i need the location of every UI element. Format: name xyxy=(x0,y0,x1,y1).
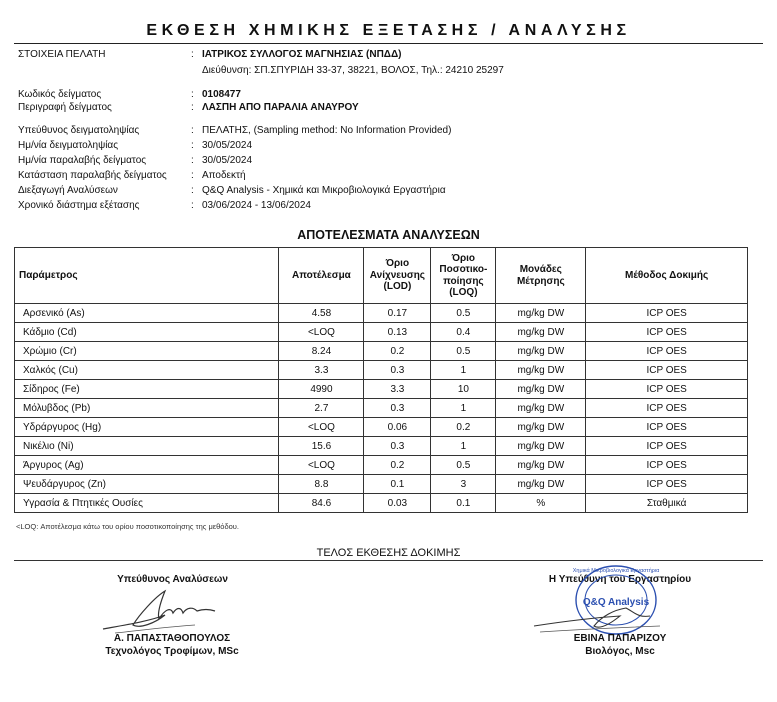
table-row xyxy=(15,361,748,380)
cell-units: mg/kg DW xyxy=(496,456,586,475)
cell-method: ICP OES xyxy=(586,304,748,323)
colon: : xyxy=(191,140,194,151)
table-row xyxy=(15,456,748,475)
header-loq-line: Όριο xyxy=(451,252,476,264)
cell-lod: 0.17 xyxy=(364,304,431,323)
cell-param: Ψευδάργυρος (Zn) xyxy=(15,475,279,494)
cell-lod: 0.13 xyxy=(364,323,431,342)
cell-loq: 0.5 xyxy=(431,456,496,475)
header-loq-line: Ποσοτικο- xyxy=(439,264,488,275)
cell-param: Χρώμιο (Cr) xyxy=(15,342,279,361)
header-result: Αποτέλεσμα xyxy=(279,248,364,304)
header-loq-line: ποίησης xyxy=(443,275,484,287)
detail-value: 03/06/2024 - 13/06/2024 xyxy=(202,200,311,211)
cell-loq: 0.4 xyxy=(431,323,496,342)
header-lod xyxy=(364,248,431,304)
table-row xyxy=(15,475,748,494)
table-row xyxy=(15,418,748,437)
colon: : xyxy=(191,125,194,136)
right-signatory-name: ΕΒΙΝΑ ΠΑΠΑΡΙΖΟΥ xyxy=(573,633,667,644)
footnote: <LOQ: Αποτέλεσμα κάτω του ορίου ποσοτικοποίησης της μεθόδου. xyxy=(16,522,239,531)
cell-result: 3.3 xyxy=(279,361,364,380)
cell-lod: 0.3 xyxy=(364,399,431,418)
cell-units: mg/kg DW xyxy=(496,418,586,437)
cell-method: ICP OES xyxy=(586,456,748,475)
table-row xyxy=(15,380,748,399)
cell-param: Μόλυβδος (Pb) xyxy=(15,399,279,418)
signature-left-icon xyxy=(95,585,225,637)
cell-loq: 1 xyxy=(431,399,496,418)
cell-param: Σίδηρος (Fe) xyxy=(15,380,279,399)
cell-method: ICP OES xyxy=(586,342,748,361)
cell-lod: 0.2 xyxy=(364,456,431,475)
cell-lod: 3.3 xyxy=(364,380,431,399)
detail-label: Ημ/νία δειγματοληψίας xyxy=(18,140,119,151)
detail-label: Χρονικό διάστημα εξέτασης xyxy=(18,200,140,211)
cell-loq: 0.5 xyxy=(431,342,496,361)
header-loq xyxy=(431,248,496,304)
client-name: ΙΑΤΡΙΚΟΣ ΣΥΛΛΟΓΟΣ ΜΑΓΝΗΣΙΑΣ (ΝΠΔΔ) xyxy=(202,49,402,60)
cell-lod: 0.3 xyxy=(364,361,431,380)
cell-result: 8.8 xyxy=(279,475,364,494)
detail-label: Κατάσταση παραλαβής δείγματος xyxy=(18,170,167,181)
header-units-line: Μέτρησης xyxy=(516,275,565,287)
header-method: Μέθοδος Δοκιμής xyxy=(586,248,748,304)
cell-param: Άργυρος (Ag) xyxy=(15,456,279,475)
sample-desc-label: Περιγραφή δείγματος xyxy=(18,102,112,113)
table-row xyxy=(15,494,748,513)
table-header-row xyxy=(15,248,748,304)
cell-units: mg/kg DW xyxy=(496,475,586,494)
cell-method: ICP OES xyxy=(586,437,748,456)
header-units-line: Μονάδες xyxy=(519,264,562,275)
cell-method: ICP OES xyxy=(586,323,748,342)
cell-param: Υγρασία & Πτητικές Ουσίες xyxy=(15,494,279,513)
cell-result: <LOQ xyxy=(279,323,364,342)
cell-units: mg/kg DW xyxy=(496,342,586,361)
stamp-ring-text: Χημικά Μικροβιολογικά Εργαστήρια xyxy=(572,568,660,574)
cell-loq: 1 xyxy=(431,437,496,456)
colon: : xyxy=(191,89,194,100)
table-row xyxy=(15,342,748,361)
cell-method: ICP OES xyxy=(586,361,748,380)
cell-units: % xyxy=(496,494,586,513)
colon: : xyxy=(191,102,194,113)
header-lod-line: Ανίχνευσης xyxy=(369,269,426,281)
detail-label: Διεξαγωγή Αναλύσεων xyxy=(18,185,118,196)
cell-result: <LOQ xyxy=(279,456,364,475)
cell-result: 84.6 xyxy=(279,494,364,513)
colon: : xyxy=(191,170,194,181)
left-signatory-name: Α. ΠΑΠΑΣΤΑΘΟΠΟΥΛΟΣ xyxy=(113,633,231,644)
cell-loq: 10 xyxy=(431,380,496,399)
colon: : xyxy=(191,185,194,196)
right-signatory-title: Βιολόγος, Msc xyxy=(585,646,655,657)
header-lod-line: Όριο xyxy=(385,258,410,270)
table-row xyxy=(15,323,748,342)
colon: : xyxy=(191,155,194,166)
right-signatory-role: Η Υπεύθυνη του Εργαστηρίου xyxy=(548,574,692,585)
results-title: ΑΠΟΤΕΛΕΣΜΑΤΑ ΑΝΑΛΥΣΕΩΝ xyxy=(297,228,480,242)
cell-param: Κάδμιο (Cd) xyxy=(15,323,279,342)
header-units xyxy=(496,248,586,304)
table-row xyxy=(15,399,748,418)
sample-code-value: 0108477 xyxy=(202,89,241,100)
table-row xyxy=(15,437,748,456)
cell-result: <LOQ xyxy=(279,418,364,437)
header-loq-line: (LOQ) xyxy=(449,287,478,298)
cell-units: mg/kg DW xyxy=(496,437,586,456)
stamp-main-text: Q&Q Analysis xyxy=(582,597,650,608)
cell-method: ICP OES xyxy=(586,399,748,418)
detail-value: 30/05/2024 xyxy=(202,155,253,166)
cell-param: Νικέλιο (Ni) xyxy=(15,437,279,456)
cell-units: mg/kg DW xyxy=(496,399,586,418)
sample-desc-value: ΛΑΣΠΗ ΑΠΟ ΠΑΡΑΛΙΑ ΑΝΑΥΡΟΥ xyxy=(202,102,359,113)
cell-lod: 0.06 xyxy=(364,418,431,437)
sample-code-label: Κωδικός δείγματος xyxy=(18,89,102,100)
cell-result: 4.58 xyxy=(279,304,364,323)
cell-loq: 0.2 xyxy=(431,418,496,437)
cell-method: ICP OES xyxy=(586,475,748,494)
colon: : xyxy=(191,200,194,211)
cell-result: 15.6 xyxy=(279,437,364,456)
cell-method: Σταθμικά xyxy=(586,494,748,513)
left-signatory-role: Υπεύθυνος Αναλύσεων xyxy=(117,574,228,585)
cell-loq: 1 xyxy=(431,361,496,380)
detail-label: Υπεύθυνος δειγματοληψίας xyxy=(18,125,140,136)
cell-param: Αρσενικό (As) xyxy=(15,304,279,323)
report-title: ΕΚΘΕΣΗ ΧΗΜΙΚΗΣ ΕΞΕΤΑΣΗΣ / ΑΝΑΛΥΣΗΣ xyxy=(146,22,631,39)
detail-value: Q&Q Analysis - Χημικά και Μικροβιολογικά Εργαστήρια xyxy=(202,185,446,196)
end-of-report-title: ΤΕΛΟΣ ΕΚΘΕΣΗΣ ΔΟΚΙΜΗΣ xyxy=(316,547,461,559)
signature-right-icon xyxy=(530,596,670,638)
cell-param: Υδράργυρος (Hg) xyxy=(15,418,279,437)
detail-value: Αποδεκτή xyxy=(202,170,246,181)
cell-result: 8.24 xyxy=(279,342,364,361)
results-table xyxy=(14,247,748,513)
colon: : xyxy=(191,49,194,60)
header-lod-line: (LOD) xyxy=(383,281,412,293)
cell-param: Χαλκός (Cu) xyxy=(15,361,279,380)
cell-result: 4990 xyxy=(279,380,364,399)
detail-value: ΠΕΛΑΤΗΣ, (Sampling method: No Information Provided) xyxy=(202,125,452,136)
cell-units: mg/kg DW xyxy=(496,361,586,380)
table-row xyxy=(15,304,748,323)
client-address: Διεύθυνση: ΣΠ.ΣΠΥΡΙΔΗ 33-37, 38221, ΒΟΛΟΣ, Τηλ.: 24210 25297 xyxy=(202,65,504,76)
cell-lod: 0.3 xyxy=(364,437,431,456)
detail-value: 30/05/2024 xyxy=(202,140,253,151)
cell-method: ICP OES xyxy=(586,418,748,437)
cell-result: 2.7 xyxy=(279,399,364,418)
cell-lod: 0.1 xyxy=(364,475,431,494)
cell-loq: 3 xyxy=(431,475,496,494)
cell-lod: 0.03 xyxy=(364,494,431,513)
cell-method: ICP OES xyxy=(586,380,748,399)
cell-loq: 0.5 xyxy=(431,304,496,323)
client-label: ΣΤΟΙΧΕΙΑ ΠΕΛΑΤΗ xyxy=(18,49,106,60)
cell-loq: 0.1 xyxy=(431,494,496,513)
cell-units: mg/kg DW xyxy=(496,304,586,323)
detail-label: Ημ/νία παραλαβής δείγματος xyxy=(18,155,147,166)
header-param: Παράμετρος xyxy=(15,248,279,304)
cell-lod: 0.2 xyxy=(364,342,431,361)
title-rule xyxy=(14,43,763,44)
cell-units: mg/kg DW xyxy=(496,323,586,342)
left-signatory-title: Τεχνολόγος Τροφίμων, MSc xyxy=(105,646,239,657)
cell-units: mg/kg DW xyxy=(496,380,586,399)
